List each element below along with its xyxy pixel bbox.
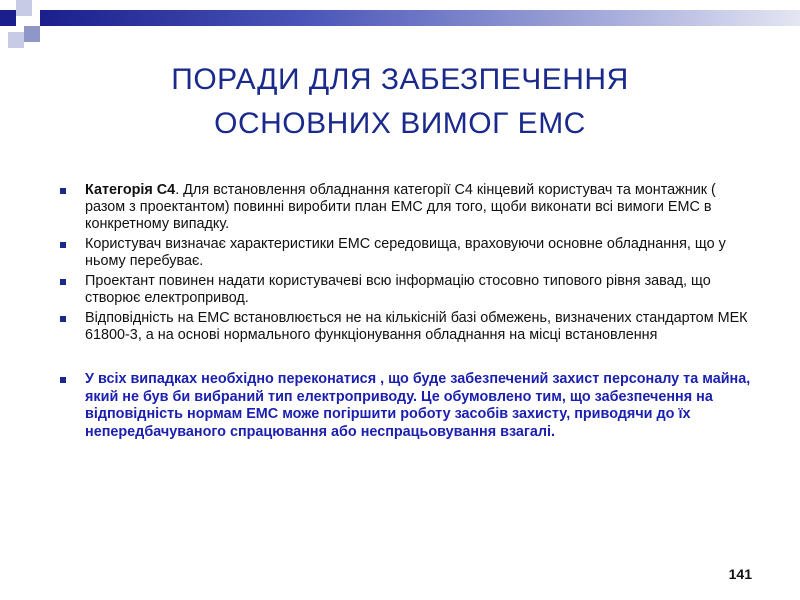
- page-number: 141: [728, 566, 752, 582]
- slide-title-line: ОСНОВНИХ ВИМОГ ЕМС: [214, 107, 586, 140]
- bullet-text: Проектант повинен надати користувачеві всю інформацію стосовно типового рівня завад, що створює електропривод.: [85, 273, 711, 306]
- spacer: [58, 347, 758, 371]
- bullet-text: Відповідність на ЕМС встановлюється не на кількісній базі обмежень, визначених стандартом МЕК 61800-3, а на основі нормального функціонування обладнання на місці встановлення: [85, 310, 748, 343]
- bullet-label: Категорія С4: [85, 182, 176, 198]
- bullet-item: [58, 236, 758, 270]
- bullet-item: [58, 273, 758, 307]
- square-bullet-icon: [60, 279, 66, 285]
- square-bullet-icon: [60, 242, 66, 248]
- header-square-decoration: [24, 26, 40, 42]
- highlight-text: У всіх випадках необхідно переконатися , що буде забезпечений захист персоналу та майна, який не був би вибраний тип електроприводу. Це обумовлено тим, що забезпечення на відповідність нормам ЕМС може погіршити роботу засобів захисту, приводячи до їх непередбачуваного спрацювання або неспрацьовування взагалі.: [85, 371, 751, 440]
- bullet-item-highlight: [58, 371, 758, 441]
- square-bullet-icon: [60, 188, 66, 194]
- header-square-decoration: [8, 32, 24, 48]
- slide-title: [0, 58, 800, 146]
- bullet-item: [58, 182, 758, 233]
- slide-title-line: ПОРАДИ ДЛЯ ЗАБЕЗПЕЧЕННЯ: [171, 63, 629, 96]
- bullet-item: [58, 310, 758, 344]
- header-gradient-bar: [40, 10, 800, 26]
- square-bullet-icon: [60, 377, 66, 383]
- square-bullet-icon: [60, 316, 66, 322]
- bullet-text: Користувач визначає характеристики ЕМС середовища, враховуючи основне обладнання, що у ньому перебуває.: [85, 236, 726, 269]
- bullet-text: . Для встановлення обладнання категорії С4 кінцевий користувач та монтажник ( разом з проектантом) повинні виробити план ЕМС для того, щоби виконати всі вимоги ЕМС в конкретному випадку.: [85, 182, 716, 232]
- bullet-list: [58, 182, 758, 444]
- header-square-decoration: [16, 0, 32, 16]
- header-square-decoration: [0, 10, 16, 26]
